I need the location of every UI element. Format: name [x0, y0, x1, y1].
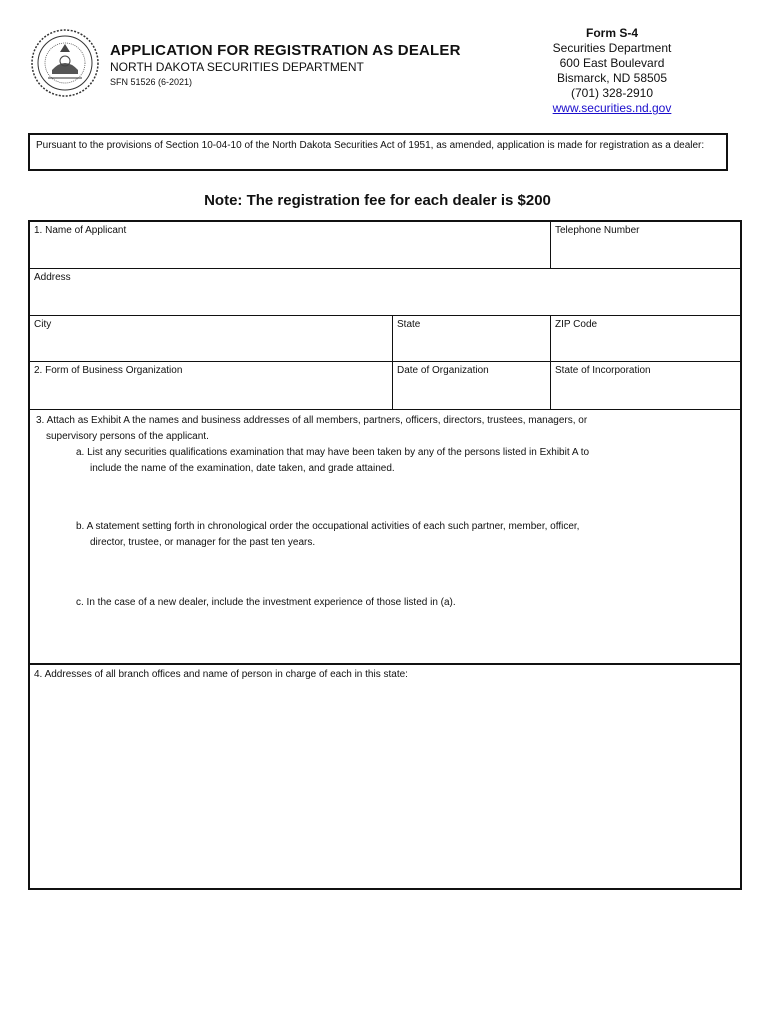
date-of-organization-label: Date of Organization: [397, 365, 489, 376]
state-of-incorporation-label: State of Incorporation: [555, 365, 651, 376]
section-3-line-2: supervisory persons of the applicant.: [46, 431, 209, 442]
north-dakota-seal-icon: [30, 28, 100, 98]
form-id: Form S-4: [585, 26, 638, 40]
contact-line-3: Bismarck, ND 58505: [556, 71, 668, 85]
section-4-branch-offices[interactable]: [30, 665, 740, 888]
contact-line-2: 600 East Boulevard: [559, 56, 665, 70]
address-field[interactable]: [30, 269, 740, 315]
row-applicant: [30, 222, 740, 269]
section-3-exhibit-a[interactable]: [30, 410, 740, 665]
form-of-business-label: 2. Form of Business Organization: [34, 365, 183, 376]
zip-field[interactable]: [550, 316, 740, 361]
contact-phone: (701) 328-2910: [570, 86, 654, 100]
application-form-grid: [28, 220, 742, 890]
section-4-label: 4. Addresses of all branch offices and name of person in charge of each in this state:: [34, 669, 408, 680]
section-3-item-b-line-2: director, trustee, or manager for the past ten years.: [90, 537, 316, 548]
row-address: [30, 269, 740, 316]
form-of-business-field[interactable]: [30, 362, 392, 409]
website-link[interactable]: www.securities.nd.gov: [552, 101, 672, 115]
state-field[interactable]: [392, 316, 550, 361]
section-3-item-c: c. In the case of a new dealer, include the investment experience of those listed in (a).: [76, 597, 456, 608]
form-title: APPLICATION FOR REGISTRATION AS DEALER: [110, 42, 461, 59]
city-field[interactable]: [30, 316, 392, 361]
telephone-field[interactable]: [550, 222, 740, 268]
pursuant-statement: Pursuant to the provisions of Section 10-04-10 of the North Dakota Securities Act of 1951, as amended, application is made for registration as a dealer:: [28, 133, 728, 171]
telephone-label: Telephone Number: [555, 225, 640, 236]
date-of-organization-field[interactable]: [392, 362, 550, 409]
contact-block: [522, 26, 702, 116]
name-of-applicant-label: 1. Name of Applicant: [34, 225, 127, 236]
contact-line-1: Securities Department: [552, 41, 672, 55]
department-name: NORTH DAKOTA SECURITIES DEPARTMENT: [110, 60, 364, 74]
form-number: SFN 51526 (6-2021): [110, 77, 193, 87]
section-3-line-1: 3. Attach as Exhibit A the names and business addresses of all members, partners, officers, directors, trustees, managers, or: [36, 415, 588, 426]
row-business-org: [30, 362, 740, 410]
name-of-applicant-field[interactable]: [30, 222, 550, 268]
state-label: State: [397, 319, 421, 330]
fee-note: Note: The registration fee for each dealer is $200: [204, 192, 551, 209]
zip-label: ZIP Code: [555, 319, 598, 330]
section-3-item-a-line-2: include the name of the examination, date taken, and grade attained.: [90, 463, 395, 474]
section-3-item-b-line-1: b. A statement setting forth in chronological order the occupational activities of each such partner, member, officer,: [76, 521, 580, 532]
state-of-incorporation-field[interactable]: [550, 362, 740, 409]
city-label: City: [34, 319, 52, 330]
address-label: Address: [34, 272, 71, 283]
section-3-item-a-line-1: a. List any securities qualifications examination that may have been taken by any of the persons listed in Exhibit A to: [76, 447, 590, 458]
row-city-state-zip: [30, 316, 740, 362]
